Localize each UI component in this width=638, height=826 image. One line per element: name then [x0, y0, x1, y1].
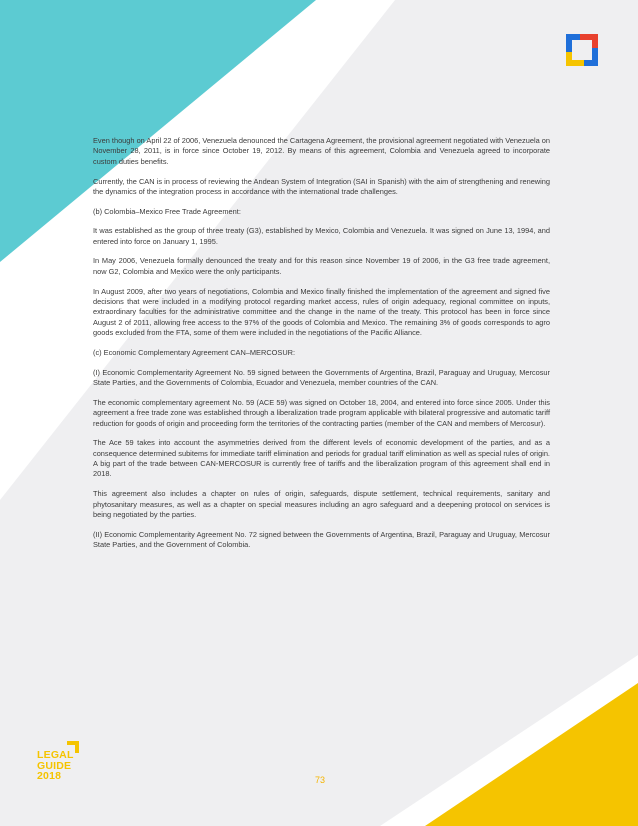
paragraph: The Ace 59 takes into account the asymmetries derived from the different levels of economic development of the parties, and as a consequence determined subitems for immediate tariff elimination and periods for gradual tariff elimination as well as special rules of origin. A big part of the trade between CAN-MERCOSUR is currently free of tariffs and the liberalization program of this agreement shall end in 2018. — [93, 438, 550, 479]
paragraph: Even though on April 22 of 2006, Venezuela denounced the Cartagena Agreement, the provisional agreement negotiated with Venezuela on November 28, 2011, is in force since October 19, 2012. By means of this agreement, Colombia and Venezuela agreed to incorporate custom duties benefits. — [93, 136, 550, 166]
paragraph: (I) Economic Complementarity Agreement No. 59 signed between the Governments of Argentina, Brazil, Paraguay and Uruguay, Mercosur State Parties, and the Governments of Colombia, Ecuador and Venezuela, member countries of the CAN. — [93, 367, 550, 387]
legal-guide-line3: 2018 — [37, 770, 62, 782]
paragraph: (II) Economic Complementarity Agreement No. 72 signed between the Governments of Argentina, Brazil, Paraguay and Uruguay, Mercosur State Parties, and the Government of Colombia. — [93, 529, 550, 550]
section-heading: (c) Economic Complementary Agreement CAN–MERCOSUR: — [93, 347, 296, 357]
paragraph: In August 2009, after two years of negotiations, Colombia and Mexico finally finished the implementation of the agreement and signed five decisions that were included in a modifying protocol regarding market access, rules of origin adequacy, regional committee on inputs, extraordinary faculties for the administrative committee and the change in the name of the treaty. This protocol has been in force since August 2 of 2011, allowing free access to the 97% of the goods of Colombia and Mexico. The remaining 3% of goods corresponds to agro goods excluded from the FTA, some of them were included in the negotiations of the Pacific Alliance. — [93, 286, 550, 338]
legal-guide-line1: LEGAL — [37, 749, 74, 761]
paragraph: This agreement also includes a chapter on rules of origin, safeguards, dispute settlement, technical requirements, sanitary and phytosanitary measures, as well as a chapter on special measures including an agro safeguard and a deepening protocol on services is being negotiated by the parties. — [93, 489, 550, 519]
paragraph: It was established as the group of three treaty (G3), established by Mexico, Colombia and Venezuela. It was signed on June 13, 1994, and entered into force on January 1, 1995. — [93, 226, 550, 246]
legal-guide-logo — [37, 741, 82, 789]
section-heading: (b) Colombia–Mexico Free Trade Agreement: — [93, 206, 241, 216]
paragraph: The economic complementary agreement No. 59 (ACE 59) was signed on October 18, 2004, and entered into force since 2005. Under this agreement a free trade zone was established through a liberalization trade program applicable with bilateral progressive and automatic tariff reduction for goods of origin and proceeding form the territories of the contracting parties (member of the CAN and members of Mercosur). — [93, 397, 550, 428]
page-number: 73 — [314, 775, 325, 785]
square-brand-icon — [565, 33, 599, 67]
paragraph: In May 2006, Venezuela formally denounced the treaty and for this reason since November 19 of 2006, in the G3 free trade agreement, now G2, Colombia and Mexico were the only participants. — [93, 256, 550, 276]
paragraph: Currently, the CAN is in process of reviewing the Andean System of Integration (SAI in Spanish) with the aim of strengthening and renewing the dynamics of the integration process in accordance with the international trade challenges. — [93, 176, 550, 196]
body-text — [93, 136, 550, 560]
legal-guide-line2: GUIDE — [37, 759, 72, 772]
legal-guide-wordmark — [37, 750, 74, 782]
